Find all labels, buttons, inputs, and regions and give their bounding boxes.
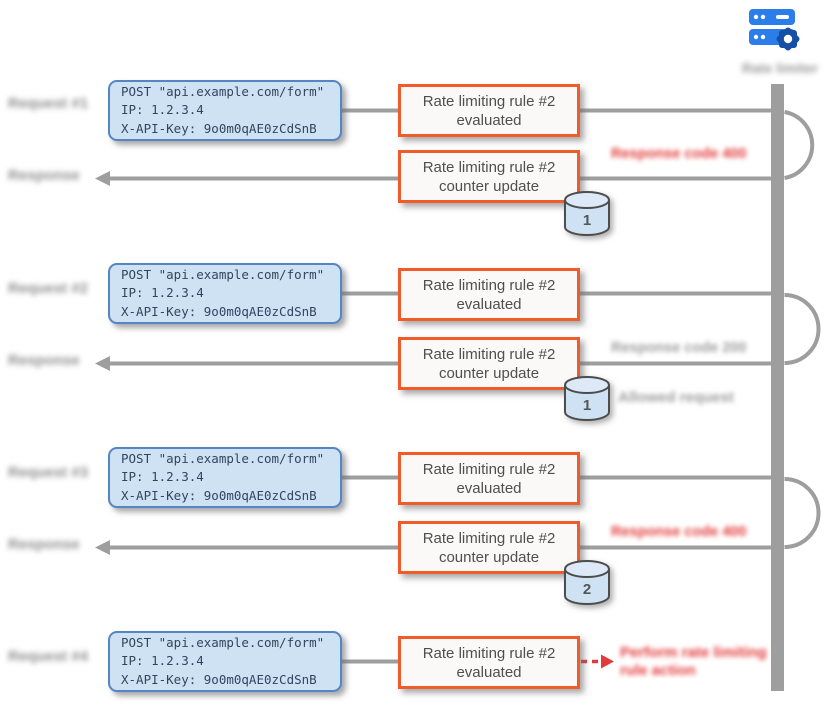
counter-database-icon-2	[562, 375, 612, 423]
request-payload-box-2	[108, 263, 342, 324]
rule-evaluated-box-1: Rate limiting rule #2 evaluated	[398, 84, 580, 137]
counter-database-icon-3	[562, 559, 612, 607]
payload-line-method: POST "api.example.com/form"	[121, 266, 325, 282]
request-payload-box-3	[108, 447, 342, 508]
request-label-4: Request #4	[8, 648, 89, 665]
counter-database-icon-1	[562, 190, 612, 238]
rule-action-note: Perform rate limiting rule action	[620, 644, 767, 679]
rule-counter-update-box-3: Rate limiting rule #2 counter update	[398, 521, 580, 574]
rate-limiter-lifeline-bar	[771, 84, 784, 691]
payload-line-apikey: X-API-Key: 9o0m0qAE0zCdSnB	[121, 303, 317, 319]
rule-counter-update-box-1: Rate limiting rule #2 counter update	[398, 150, 580, 203]
processing-arc-1	[785, 112, 813, 178]
response-code-note-1: Response code 400	[611, 146, 747, 162]
response-label-1: Response	[8, 167, 80, 184]
counter-note-2: Allowed request	[618, 389, 734, 406]
payload-line-apikey: X-API-Key: 9o0m0qAE0zCdSnB	[121, 487, 317, 503]
rule-action-arrowhead	[601, 655, 614, 669]
payload-line-ip: IP: 1.2.3.4	[121, 653, 204, 669]
response-code-note-2: Response code 200	[611, 340, 747, 356]
response-label-2: Response	[8, 352, 80, 369]
payload-line-apikey: X-API-Key: 9o0m0qAE0zCdSnB	[121, 120, 317, 136]
payload-line-ip: IP: 1.2.3.4	[121, 102, 204, 118]
payload-line-apikey: X-API-Key: 9o0m0qAE0zCdSnB	[121, 671, 317, 687]
rule-evaluated-box-4: Rate limiting rule #2 evaluated	[398, 636, 580, 689]
rule-counter-update-box-2: Rate limiting rule #2 counter update	[398, 337, 580, 390]
response-code-note-3: Response code 400	[611, 524, 747, 540]
processing-arc-3	[785, 479, 819, 547]
request-label-2: Request #2	[8, 280, 89, 297]
rule-evaluated-box-3: Rate limiting rule #2 evaluated	[398, 452, 580, 505]
request-label-3: Request #3	[8, 464, 89, 481]
counter-value-2: 1	[582, 397, 592, 414]
payload-line-method: POST "api.example.com/form"	[121, 634, 325, 650]
counter-value-3: 2	[582, 581, 592, 598]
payload-line-ip: IP: 1.2.3.4	[121, 285, 204, 301]
rate-limiter-server-gear-icon	[746, 6, 804, 56]
actor-label: Rate limiter	[741, 60, 819, 76]
response-label-3: Response	[8, 536, 80, 553]
payload-line-ip: IP: 1.2.3.4	[121, 469, 204, 485]
payload-line-method: POST "api.example.com/form"	[121, 83, 325, 99]
request-payload-box-1	[108, 80, 342, 141]
request-payload-box-4	[108, 631, 342, 692]
request-label-1: Request #1	[8, 95, 89, 112]
processing-arc-2	[785, 295, 819, 363]
counter-value-1: 1	[582, 212, 592, 229]
payload-line-method: POST "api.example.com/form"	[121, 450, 325, 466]
rule-evaluated-box-2: Rate limiting rule #2 evaluated	[398, 268, 580, 321]
